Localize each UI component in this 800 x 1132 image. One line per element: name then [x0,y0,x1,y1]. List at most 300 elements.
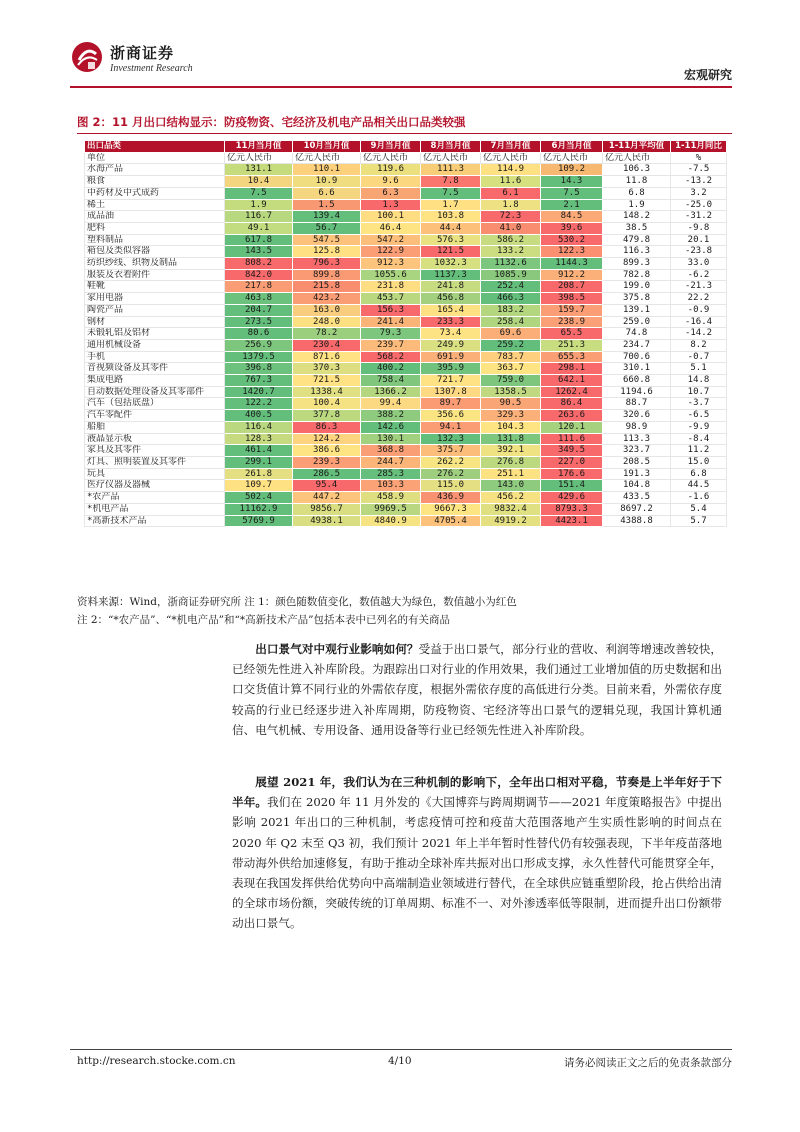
footnote: 注 2：“*农产品”、“*机电产品”和“*高新技术产品”包括本表中已列名的有关商品 [77,614,450,626]
value-cell: 1.3 [361,199,421,211]
value-cell: 349.5 [541,445,603,457]
table-row [85,503,727,515]
value-cell: 1085.9 [481,269,541,281]
category-cell: 稀土 [85,199,225,211]
value-cell: 568.2 [361,351,421,363]
column-header: 11月当月值 [225,141,293,153]
category-cell: 钢材 [85,316,225,328]
value-cell: 128.3 [225,433,293,445]
value-cell: -0.7 [671,351,727,363]
value-cell: 1194.6 [603,386,671,398]
value-cell: 65.5 [541,328,603,340]
value-cell: 617.8 [225,234,293,246]
value-cell: 116.3 [603,246,671,258]
value-cell: 285.3 [361,468,421,480]
value-cell: 114.9 [481,164,541,176]
value-cell: 10.7 [671,386,727,398]
value-cell: 6.8 [671,468,727,480]
value-cell: 79.3 [361,328,421,340]
category-cell: 未锻轧铝及铝材 [85,328,225,340]
value-cell: 2.1 [541,199,603,211]
value-cell: 299.1 [225,456,293,468]
column-header: 1-11月平均值 [603,141,671,153]
value-cell: 1262.4 [541,386,603,398]
value-cell: 377.8 [293,410,361,422]
value-cell: 842.0 [225,269,293,281]
value-cell: 111.3 [421,164,481,176]
value-cell: 244.7 [361,456,421,468]
table-row [85,410,727,422]
table-row [85,234,727,246]
value-cell: 139.1 [603,304,671,316]
value-cell: 262.2 [421,456,481,468]
value-cell: 230.4 [293,339,361,351]
table-row [85,375,727,387]
value-cell: 1.9 [603,199,671,211]
figure-title-divider [77,133,732,134]
value-cell: 241.8 [421,281,481,293]
value-cell: 436.9 [421,492,481,504]
value-cell: 148.2 [603,211,671,223]
value-cell: 7.5 [541,187,603,199]
table-row [85,222,727,234]
value-cell: 276.2 [421,468,481,480]
value-cell: -23.8 [671,246,727,258]
table-row [85,246,727,258]
value-cell: 899.8 [293,269,361,281]
value-cell: 276.8 [481,456,541,468]
value-cell: 234.7 [603,339,671,351]
value-cell: 231.8 [361,281,421,293]
value-cell: 116.7 [225,211,293,223]
value-cell: 395.9 [421,363,481,375]
value-cell: 116.4 [225,421,293,433]
category-cell: 船舶 [85,421,225,433]
value-cell: 700.6 [603,351,671,363]
table-row [85,328,727,340]
unit-cell: 亿元人民币 [421,152,481,164]
value-cell: 1307.8 [421,386,481,398]
value-cell: 9832.4 [481,503,541,515]
value-cell: 142.6 [361,421,421,433]
value-cell: 156.3 [361,304,421,316]
value-cell: 217.8 [225,281,293,293]
value-cell: 89.7 [421,398,481,410]
table-row [85,480,727,492]
value-cell: 899.3 [603,258,671,270]
table-row [85,164,727,176]
value-cell: 249.9 [421,339,481,351]
value-cell: 7.5 [225,187,293,199]
value-cell: 122.3 [541,246,603,258]
value-cell: 1132.6 [481,258,541,270]
category-cell: 粮食 [85,176,225,188]
value-cell: 4938.1 [293,515,361,527]
value-cell: 46.4 [361,222,421,234]
value-cell: 9667.3 [421,503,481,515]
value-cell: 721.5 [293,375,361,387]
table-row [85,363,727,375]
table-row [85,176,727,188]
value-cell: 4840.9 [361,515,421,527]
value-cell: -6.5 [671,410,727,422]
value-cell: 251.3 [541,339,603,351]
value-cell: -6.2 [671,269,727,281]
value-cell: 131.8 [481,433,541,445]
category-cell: 陶瓷产品 [85,304,225,316]
value-cell: -0.9 [671,304,727,316]
category-cell: 集成电路 [85,375,225,387]
value-cell: 33.0 [671,258,727,270]
value-cell: 642.1 [541,375,603,387]
table-row [85,211,727,223]
category-cell: 肥料 [85,222,225,234]
value-cell: 238.9 [541,316,603,328]
value-cell: 8.2 [671,339,727,351]
value-cell: -21.3 [671,281,727,293]
value-cell: 122.9 [361,246,421,258]
value-cell: 73.4 [421,328,481,340]
value-cell: 547.5 [293,234,361,246]
value-cell: 429.6 [541,492,603,504]
category-cell: *农产品 [85,492,225,504]
value-cell: 151.4 [541,480,603,492]
value-cell: 103.8 [421,211,481,223]
table-row [85,398,727,410]
value-cell: 14.3 [541,176,603,188]
column-header: 6月当月值 [541,141,603,153]
value-cell: 14.8 [671,375,727,387]
value-cell: 15.0 [671,456,727,468]
table-header-row [85,141,727,153]
value-cell: 20.1 [671,234,727,246]
value-cell: 104.3 [481,421,541,433]
value-cell: 323.7 [603,445,671,457]
category-cell: 水海产品 [85,164,225,176]
value-cell: 44.4 [421,222,481,234]
value-cell: 1.9 [225,199,293,211]
value-cell: -9.9 [671,421,727,433]
value-cell: 375.8 [603,293,671,305]
value-cell: 241.4 [361,316,421,328]
category-cell: 汽车（包括底盘） [85,398,225,410]
value-cell: 98.9 [603,421,671,433]
value-cell: 4919.2 [481,515,541,527]
value-cell: 5769.9 [225,515,293,527]
value-cell: 259.0 [603,316,671,328]
value-cell: 396.8 [225,363,293,375]
value-cell: 423.2 [293,293,361,305]
value-cell: 11.6 [481,176,541,188]
category-cell: *高新技术产品 [85,515,225,527]
value-cell: -16.4 [671,316,727,328]
value-cell: 4388.8 [603,515,671,527]
value-cell: 9856.7 [293,503,361,515]
value-cell: 1032.3 [421,258,481,270]
category-cell: 灯具、照明装置及其零件 [85,456,225,468]
footer-divider [70,1049,732,1050]
unit-cell: 单位 [85,152,225,164]
footer-disclaimer: 请务必阅读正文之后的免责条款部分 [564,1057,732,1069]
column-header: 9月当月值 [361,141,421,153]
value-cell: 251.1 [481,468,541,480]
value-cell: 119.6 [361,164,421,176]
category-cell: 自动数据处理设备及其零部件 [85,386,225,398]
value-cell: 256.9 [225,339,293,351]
table-row [85,187,727,199]
value-cell: 392.1 [481,445,541,457]
value-cell: 461.4 [225,445,293,457]
value-cell: 103.3 [361,480,421,492]
value-cell: 466.3 [481,293,541,305]
brand-name-cn: 浙商证券 [110,44,175,62]
value-cell: 113.3 [603,433,671,445]
value-cell: 163.0 [293,304,361,316]
value-cell: 1420.7 [225,386,293,398]
value-cell: 502.4 [225,492,293,504]
table-row [85,386,727,398]
category-cell: 服装及衣着附件 [85,269,225,281]
value-cell: 1.5 [293,199,361,211]
value-cell: 143.5 [225,246,293,258]
value-cell: 227.0 [541,456,603,468]
value-cell: 386.6 [293,445,361,457]
value-cell: 388.2 [361,410,421,422]
category-cell: 家用电器 [85,293,225,305]
source-note: 资料来源：Wind，浙商证券研究所 注 1：颜色随数值变化，数值越大为绿色，数值越小为红色 [77,596,517,608]
value-cell: 110.1 [293,164,361,176]
value-cell: 370.3 [293,363,361,375]
value-cell: 49.1 [225,222,293,234]
value-cell: 458.9 [361,492,421,504]
value-cell: 10.9 [293,176,361,188]
value-cell: 400.5 [225,410,293,422]
brand-logo-icon [70,40,104,74]
unit-cell: 亿元人民币 [361,152,421,164]
value-cell: 109.7 [225,480,293,492]
category-cell: 汽车零配件 [85,410,225,422]
column-header: 出口品类 [85,141,225,153]
value-cell: 121.5 [421,246,481,258]
value-cell: 912.3 [361,258,421,270]
value-cell: -13.2 [671,176,727,188]
value-cell: 208.5 [603,456,671,468]
page-number: 4/10 [388,1055,412,1067]
value-cell: 796.3 [293,258,361,270]
value-cell: 39.6 [541,222,603,234]
value-cell: 655.3 [541,351,603,363]
category-cell: 塑料制品 [85,234,225,246]
table-row [85,293,727,305]
unit-cell: 亿元人民币 [225,152,293,164]
category-cell: 家具及其零件 [85,445,225,457]
value-cell: 273.5 [225,316,293,328]
value-cell: 11.8 [603,176,671,188]
value-cell: 233.3 [421,316,481,328]
category-cell: 玩具 [85,468,225,480]
value-cell: 4423.1 [541,515,603,527]
value-cell: 363.7 [481,363,541,375]
value-cell: 94.1 [421,421,481,433]
value-cell: 6.1 [481,187,541,199]
value-cell: 6.6 [293,187,361,199]
value-cell: 1055.6 [361,269,421,281]
value-cell: 400.2 [361,363,421,375]
category-cell: 鞋靴 [85,281,225,293]
value-cell: 143.0 [481,480,541,492]
value-cell: 320.6 [603,410,671,422]
value-cell: 130.1 [361,433,421,445]
value-cell: 259.2 [481,339,541,351]
value-cell: -1.6 [671,492,727,504]
value-cell: 120.1 [541,421,603,433]
value-cell: 3.2 [671,187,727,199]
value-cell: 5.1 [671,363,727,375]
header-divider [70,86,732,88]
brand-name-en: Investment Research [110,63,193,74]
table-row [85,433,727,445]
value-cell: -8.4 [671,433,727,445]
value-cell: 9969.5 [361,503,421,515]
value-cell: 691.9 [421,351,481,363]
value-cell: 208.7 [541,281,603,293]
value-cell: 463.8 [225,293,293,305]
value-cell: 912.2 [541,269,603,281]
value-cell: 1.8 [481,199,541,211]
value-cell: 104.8 [603,480,671,492]
table-row [85,445,727,457]
value-cell: 252.4 [481,281,541,293]
value-cell: 44.5 [671,480,727,492]
category-cell: 手机 [85,351,225,363]
value-cell: 133.2 [481,246,541,258]
value-cell: 7.8 [421,176,481,188]
table-row [85,269,727,281]
table-row [85,468,727,480]
value-cell: 398.5 [541,293,603,305]
value-cell: 263.6 [541,410,603,422]
value-cell: 368.8 [361,445,421,457]
value-cell: 456.8 [421,293,481,305]
value-cell: 90.5 [481,398,541,410]
value-cell: 783.7 [481,351,541,363]
value-cell: 125.8 [293,246,361,258]
value-cell: 176.6 [541,468,603,480]
value-cell: 183.2 [481,304,541,316]
value-cell: 329.3 [481,410,541,422]
value-cell: 453.7 [361,293,421,305]
value-cell: 433.5 [603,492,671,504]
value-cell: 1379.5 [225,351,293,363]
value-cell: 11.2 [671,445,727,457]
value-cell: 1137.3 [421,269,481,281]
unit-cell: 亿元人民币 [603,152,671,164]
unit-cell: 亿元人民币 [481,152,541,164]
value-cell: 721.7 [421,375,481,387]
unit-cell: 亿元人民币 [541,152,603,164]
value-cell: 248.0 [293,316,361,328]
column-header: 1-11月同比 [671,141,727,153]
value-cell: 100.4 [293,398,361,410]
category-cell: 通用机械设备 [85,339,225,351]
value-cell: 758.4 [361,375,421,387]
value-cell: 100.1 [361,211,421,223]
footer-url-link[interactable]: http://research.stocke.com.cn [77,1055,236,1067]
paragraph-2 [232,772,722,934]
paragraph-1-text: 受益于出口景气，部分行业的营收、利润等增速改善较快，已经领先性进入补库阶段。为跟踪出口对行业的作用效果，我们通过工业增加值的历史数据和出口交货值计算不同行业的外需依存度，根据外需依存度的高低进行分类。目前来看，外需依存度较高的行业已经逐步进入补库周期，防疫物资、宅经济等出口景气的逻辑兑现，我国计算机通信、电气机械、专用设备、通用设备等行业已经领先性进入补库阶段。 [232,642,722,737]
value-cell: 6.8 [603,187,671,199]
export-structure-table [84,140,727,527]
value-cell: 204.7 [225,304,293,316]
unit-cell: % [671,152,727,164]
value-cell: 298.1 [541,363,603,375]
value-cell: 106.3 [603,164,671,176]
value-cell: 1366.2 [361,386,421,398]
table-row [85,304,727,316]
value-cell: 74.8 [603,328,671,340]
value-cell: 165.4 [421,304,481,316]
value-cell: 447.2 [293,492,361,504]
value-cell: 124.2 [293,433,361,445]
value-cell: 261.8 [225,468,293,480]
value-cell: 95.4 [293,480,361,492]
value-cell: -3.7 [671,398,727,410]
table-row [85,456,727,468]
value-cell: 8697.2 [603,503,671,515]
value-cell: 356.6 [421,410,481,422]
table-row [85,281,727,293]
value-cell: 576.3 [421,234,481,246]
column-header: 8月当月值 [421,141,481,153]
category-cell: 医疗仪器及器械 [85,480,225,492]
column-header: 10月当月值 [293,141,361,153]
unit-row [85,152,727,164]
value-cell: 239.3 [293,456,361,468]
table-row [85,339,727,351]
value-cell: 1358.5 [481,386,541,398]
value-cell: -25.0 [671,199,727,211]
value-cell: 69.6 [481,328,541,340]
figure-title: 图 2：11 月出口结构显示：防疫物资、宅经济及机电产品相关出口品类较强 [77,115,466,129]
category-cell: 中药材及中式成药 [85,187,225,199]
value-cell: -9.8 [671,222,727,234]
paragraph-2-lead: 展望 2021 年，我们认为在三种机制的影响下，全年出口相对平稳，节奏是上半年好于下半年。 [232,775,722,810]
value-cell: 109.2 [541,164,603,176]
value-cell: 115.0 [421,480,481,492]
table-row [85,351,727,363]
value-cell: 660.8 [603,375,671,387]
value-cell: 239.7 [361,339,421,351]
category-cell: 箱包及类似容器 [85,246,225,258]
paragraph-2-text: 我们在 2020 年 11 月外发的《大国博弈与跨周期调节——2021 年度策略报告》中提出影响 2021 年出口的三种机制，考虑疫情可控和疫苗大范围落地产生实质性影响的时间点在 2020 年 Q2 末至 Q3 初，我们预计 2021 年上半年暂时性替代仍有较强表现，下半年疫苗落地带动海外供给加速修复，有助于推动全球补库共振对出口形成支撑，永久性替代可能贯穿全年，表现在我国发挥供给优势向中高端制造业领域进行替代，在全球供应链重塑阶段，抢占供给出清的全球市场份额，突破传统的订单周期、标准不一、对外渗透率低等限制，进而提升出口份额带动出口景气。 [232,795,722,931]
value-cell: 72.3 [481,211,541,223]
value-cell: -7.5 [671,164,727,176]
column-header: 7月当月值 [481,141,541,153]
paragraph-1 [232,639,722,740]
value-cell: 310.1 [603,363,671,375]
section-label: 宏观研究 [683,68,732,82]
value-cell: 10.4 [225,176,293,188]
value-cell: 8793.3 [541,503,603,515]
value-cell: 7.5 [421,187,481,199]
value-cell: 80.6 [225,328,293,340]
value-cell: 1338.4 [293,386,361,398]
value-cell: 199.0 [603,281,671,293]
category-cell: 液晶显示板 [85,433,225,445]
value-cell: 456.2 [481,492,541,504]
table-row [85,316,727,328]
value-cell: 132.3 [421,433,481,445]
